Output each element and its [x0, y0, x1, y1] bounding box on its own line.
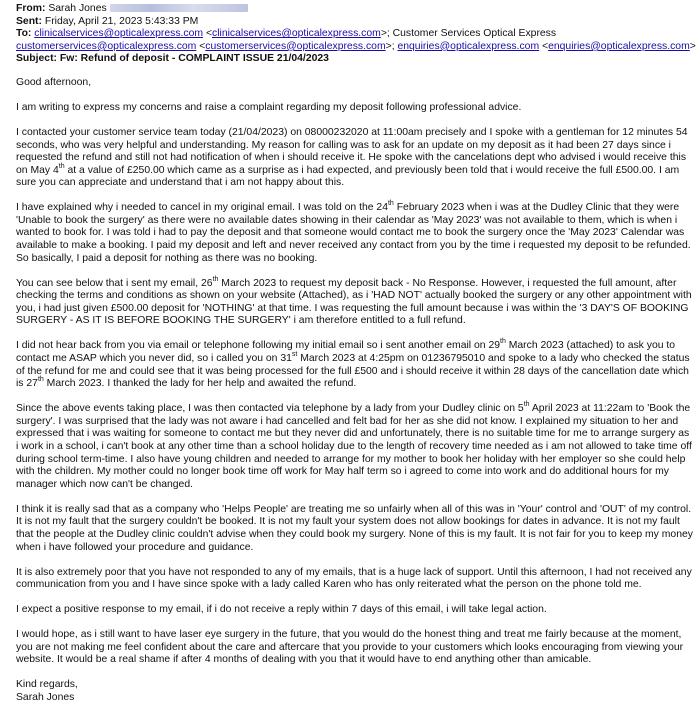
- recipient-link-clinicalservices-addr[interactable]: clinicalservices@opticalexpress.com: [212, 28, 381, 40]
- sent-value: Friday, April 21, 2023 5:43:33 PM: [44, 15, 199, 27]
- signature-name: Sarah Jones: [16, 691, 75, 703]
- recipient-link-enquiries[interactable]: enquiries@opticalexpress.com: [397, 40, 540, 52]
- ordinal-suffix: th: [500, 338, 506, 346]
- text-run: I contacted your customer service team today (21/04/2023) on 08000232020 at 11:00am precisely and I spoke with a gentleman for 12 minutes 54 seconds, who was very helpful and understanding. My reason for calling was to ask for an update on my deposit as it had been 27 days since i requested the refund and still not had notification of when i should receive it. He spoke with the cancelations dept who advised i would receive this on May 4: [16, 126, 688, 176]
- ordinal-suffix: th: [37, 376, 44, 384]
- paragraph-2: [16, 127, 694, 190]
- bracket-text: <: [196, 40, 206, 52]
- paragraph-10: I would hope, as i still want to have laser eye surgery in the future, that you would do the honest thing and treat me fairly because at the moment, you are not making me feel confident about the care and aftercare that you provide to your customers which looks encouraging from viewing your website. It would be a real shame if after 4 months of dealing with you that it would have to end anything other than amicable.: [16, 629, 684, 666]
- text-run: March 2023. I thanked the lady for her help and awaited the refund.: [43, 378, 357, 390]
- ordinal-suffix: th: [387, 200, 394, 208]
- paragraph-6: [16, 403, 694, 491]
- text-run: April 2023 at 11:22am to 'Book the surgery'. I was surprised that the lady was not aware i had cancelled and felt bad for her as she did not know. I explained my situation to her and expressed that i was waiting for someone to contact me but they never did and unfortunately, there is no suitable time for me to arrange surgery as i work in a school, i can't book at any other time than a school holiday due to the length of recovery time needed as i am not allowed to take time off during school term-time. I also have young children and needed to arrange for my mother to book her holiday with her employer so she could help with the children. My mother could no longer book time off work for May half term so i agreed to come into work and do additional hours for my manager which now can't be changed.: [16, 403, 692, 490]
- recipient-separator: >: [689, 40, 696, 52]
- text-run: at a value of £250.00 which came as a surprise as i had expected, and previously been told that i would receive the full £500.00. I am sure you can appreciate and understand that i am not happy about this.: [16, 164, 680, 189]
- paragraph-1: I am writing to express my concerns and raise a complaint regarding my deposit following professional advice.: [16, 101, 522, 113]
- text-run: February 2023 when i was at the Dudley Clinic that they were 'Unable to book the surgery' as there were no available dates showing in their calendar as 'May 2023' was not available to them, which is when i wanted to book for. I was told i had to pay the deposit and that someone would contact me to book the surgery once the 'May 2023' Calendar was available to make a booking. I paid my deposit and left and never received any contact from you by the time i requested my deposit to be refunded. So basically, I paid a deposit for nothing as there was no booking.: [16, 202, 691, 264]
- bracket-text: <: [205, 28, 213, 40]
- text-run: Since the above events taking place, I was then contacted via telephone by a lady from your Dudley clinic on 5: [16, 403, 524, 415]
- recipient-separator: >; Customer Services Optical Express: [380, 28, 557, 40]
- greeting: Good afternoon,: [16, 76, 92, 88]
- redacted-email-address: [110, 4, 248, 12]
- closing: Kind regards,: [16, 679, 78, 691]
- recipient-link-customerservices-addr[interactable]: customerservices@opticalexpress.com: [205, 40, 386, 52]
- recipient-separator: >;: [385, 40, 398, 52]
- sent-line: [16, 16, 694, 29]
- signature-block: [16, 679, 694, 704]
- ordinal-suffix: th: [523, 401, 530, 409]
- from-line: [16, 3, 694, 16]
- subject-label: Subject:: [16, 53, 57, 65]
- text-run: March 2023 to request my deposit back - No Response. However, i requested the full amount, after checking the terms and conditions as shown on your website (Attached), as i 'HAD NOT' actually booked the surgery or any other appointment with you, i had just given £500.00 deposit for 'NOTHING' at that time. I was requesting the full amount because i was within the '3 DAY'S OF BOOKING SURGERY - AS IT IS BEFORE BOOKING THE SURGERY' i am therefore entitled to a full refund.: [16, 277, 692, 327]
- recipient-link-clinicalservices[interactable]: clinicalservices@opticalexpress.com: [34, 28, 204, 40]
- paragraph-7: I think it is really sad that as a company who 'Helps People' are treating me so unfairly when all of this was in 'Your' control and 'OUT' of my control. It is not my fault that the surgery couldn't be booked. It is not my fault your system does not allow bookings for dates in advance. It is not my fault that the people at the Dudley clinic couldn't advise when they could book my surgery. None of this is my fault. It is not fair for you to keep my money when i have followed your procedure and guidance.: [16, 503, 693, 553]
- paragraph-5: [16, 340, 694, 390]
- text-run: March 2023 at 4:25pm on 01236795010 and spoke to a lady who checked the status of the refund for me and could see that it was being processed for the full £500 and i should receive it within 28 days of the cancellation date which is 27: [16, 353, 690, 390]
- subject-line: [16, 53, 694, 66]
- from-name: Sarah Jones: [48, 3, 107, 14]
- to-line: [16, 28, 694, 41]
- from-label: From:: [16, 3, 46, 14]
- text-run: March 2023 (attached) to ask you to contact me ASAP which you never did, so i called you on 31: [16, 340, 676, 365]
- recipient-link-customerservices[interactable]: customerservices@opticalexpress.com: [16, 40, 197, 52]
- paragraph-3: [16, 202, 694, 265]
- sent-label: Sent:: [16, 15, 42, 27]
- ordinal-suffix: th: [212, 275, 219, 283]
- text-run: I did not hear back from you via email or telephone following my initial email so i sent another email on 29: [16, 340, 500, 352]
- recipient-link-enquiries-addr[interactable]: enquiries@opticalexpress.com: [548, 40, 690, 52]
- text-run: I have explained why i needed to cancel in my original email. I was told on the 24: [16, 202, 388, 214]
- text-run: You can see below that i sent my email, 26: [16, 277, 213, 289]
- bracket-text: <: [539, 40, 549, 52]
- subject-value: Fw: Refund of deposit - COMPLAINT ISSUE 21/04/2023: [59, 53, 329, 65]
- to-line-continued: [16, 41, 694, 54]
- paragraph-8: It is also extremely poor that you have not responded to any of my emails, that is a huge lack of support. Until this afternoon, I had not received any communication from you and I have since spoke with a lady called Karen who has only reiterated what the person on the phone told me.: [16, 566, 692, 591]
- paragraph-4: [16, 275, 694, 328]
- to-label: To:: [16, 28, 32, 40]
- email-header: [16, 3, 694, 66]
- paragraph-9: I expect a positive response to my email, if i do not receive a reply within 7 days of this email, i will take legal action.: [16, 604, 547, 616]
- email-body: [16, 77, 694, 704]
- ordinal-suffix: th: [58, 162, 65, 170]
- ordinal-suffix: st: [291, 351, 298, 359]
